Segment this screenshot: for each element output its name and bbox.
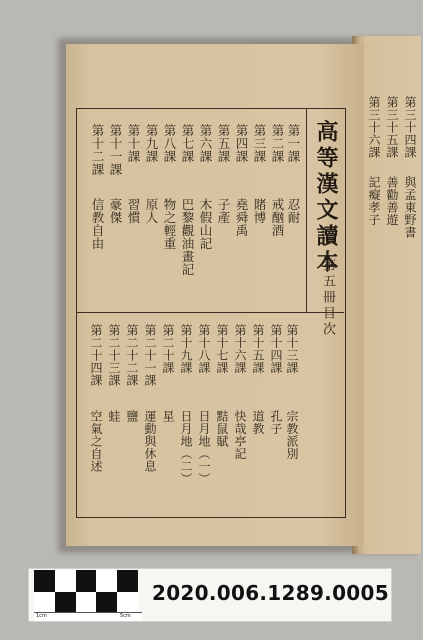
lesson-title: 原人 xyxy=(144,198,159,224)
lesson-title: 與孟東野書 xyxy=(403,176,417,239)
lesson-title: 賭博 xyxy=(252,198,267,224)
lesson-number: 第八課 xyxy=(162,124,177,163)
lesson-title: 信教自由 xyxy=(90,198,105,250)
lesson-title: 善勸善遊 xyxy=(385,176,399,226)
lesson-number: 第四課 xyxy=(234,124,249,163)
lesson-title: 物之輕重 xyxy=(162,198,177,250)
lesson-number: 第三十四課 xyxy=(403,96,417,159)
lesson-number: 第十一課 xyxy=(108,124,123,176)
lesson-number: 第十九課 xyxy=(179,324,193,374)
lesson-title: 日月地（一） xyxy=(197,410,211,485)
scale-label-left: 1cm xyxy=(36,613,47,619)
lesson-title: 宗教派別 xyxy=(285,410,299,460)
lesson-title: 習慣 xyxy=(126,198,141,224)
lesson-number: 第十四課 xyxy=(269,324,283,374)
lesson-number: 第十五課 xyxy=(251,324,265,374)
lesson-number: 第二十課 xyxy=(161,324,175,374)
lesson-number: 第十三課 xyxy=(285,324,299,374)
lesson-title: 黠鼠賦 xyxy=(215,410,229,448)
lesson-title: 巴黎觀油畫記 xyxy=(180,198,195,276)
title-column-rule xyxy=(306,108,307,312)
lesson-number: 第十六課 xyxy=(233,324,247,374)
lesson-number: 第十課 xyxy=(126,124,141,163)
lesson-number: 第十七課 xyxy=(215,324,229,374)
lesson-number: 第二十四課 xyxy=(89,324,103,387)
lesson-title: 忍耐 xyxy=(286,198,301,224)
lesson-number: 第九課 xyxy=(144,124,159,163)
lesson-title: 日月地（二） xyxy=(179,410,193,485)
catalog-number: 2020.006.1289.0005 xyxy=(152,581,389,605)
lesson-title: 蛙 xyxy=(107,410,121,423)
lesson-number: 第十二課 xyxy=(90,124,105,176)
lesson-number: 第二十三課 xyxy=(107,324,121,387)
lesson-number: 第三十六課 xyxy=(367,96,381,159)
lesson-title: 子產 xyxy=(216,198,231,224)
lesson-number: 第五課 xyxy=(216,124,231,163)
scale-label-right: 5cm xyxy=(120,613,131,619)
color-checker-scale xyxy=(34,570,138,614)
lesson-number: 第三課 xyxy=(252,124,267,163)
lesson-title: 木假山記 xyxy=(198,198,213,250)
lesson-title: 鹽 xyxy=(125,410,139,423)
lesson-title: 道教 xyxy=(251,410,265,435)
lesson-number: 第一課 xyxy=(286,124,301,163)
lesson-number: 第二十一課 xyxy=(143,324,157,387)
lesson-number: 第七課 xyxy=(180,124,195,163)
lesson-number: 第二十二課 xyxy=(125,324,139,387)
lesson-number: 第六課 xyxy=(198,124,213,163)
lesson-number: 第三十五課 xyxy=(385,96,399,159)
lesson-title: 記癡孝子 xyxy=(367,176,381,226)
lesson-title: 空氣之自述 xyxy=(89,410,103,473)
lesson-number: 第十八課 xyxy=(197,324,211,374)
lesson-title: 豪傑 xyxy=(108,198,123,224)
page-subtitle: 第五冊目次 xyxy=(320,258,335,338)
lesson-title: 快哉亭記 xyxy=(233,410,247,460)
page-title: 高等漢文讀本 xyxy=(313,120,339,276)
lesson-number: 第二課 xyxy=(270,124,285,163)
lesson-title: 運動與休息 xyxy=(143,410,157,473)
table-divider xyxy=(76,312,344,313)
lesson-title: 星 xyxy=(161,410,175,423)
lesson-title: 戒酗酒 xyxy=(270,198,285,237)
lesson-title: 堯舜禹 xyxy=(234,198,249,237)
lesson-title: 孔子 xyxy=(269,410,283,435)
